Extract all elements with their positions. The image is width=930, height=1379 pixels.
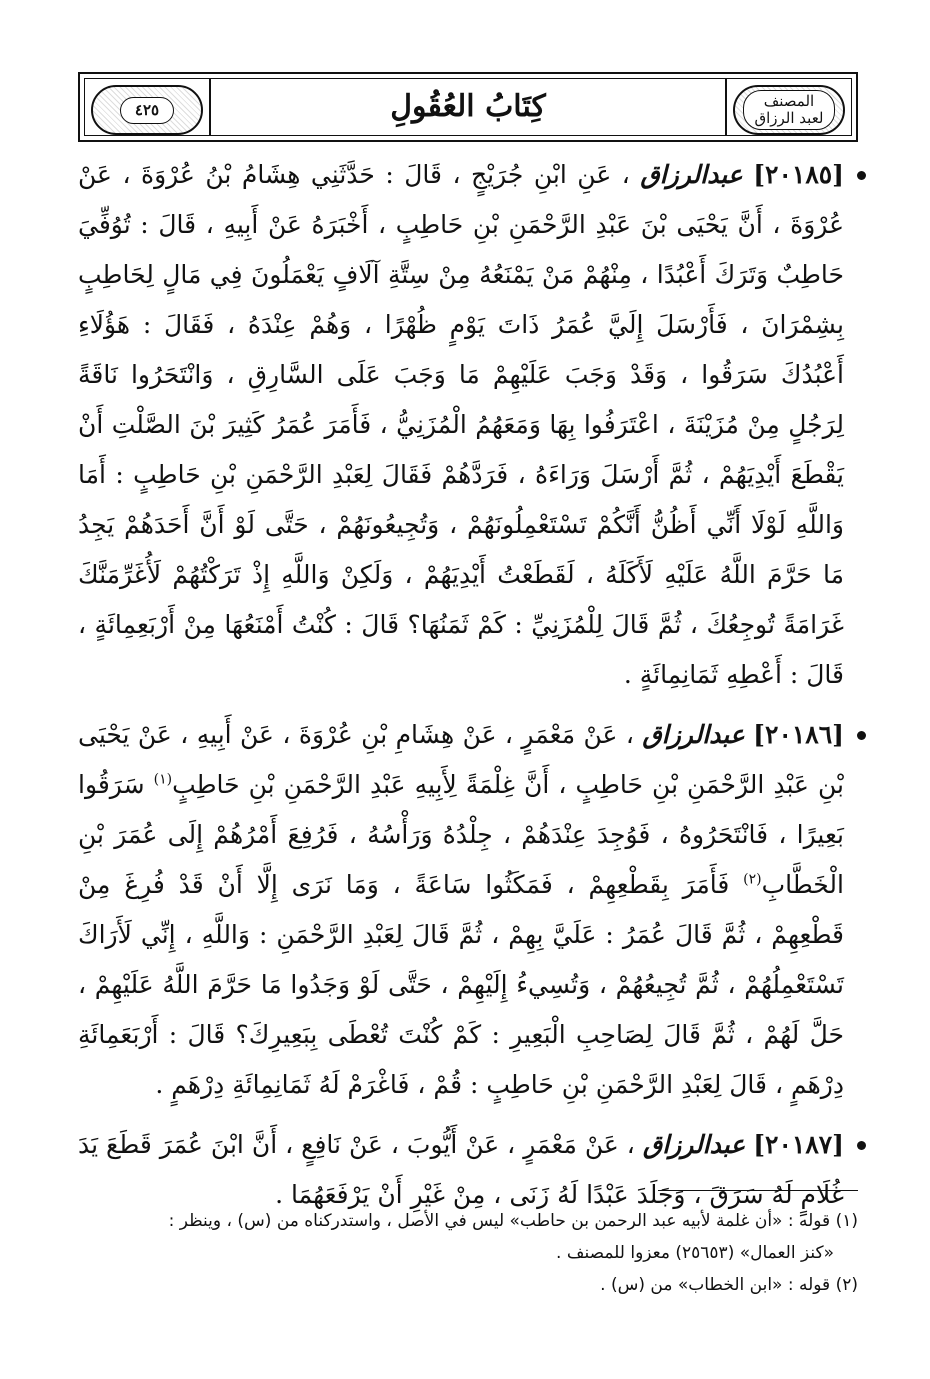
- bullet-icon: [857, 171, 866, 180]
- bullet-icon: [857, 731, 866, 740]
- hadith-entry-20186: [78, 710, 858, 1110]
- entry-text-part-3: فَأَمَرَ بِقَطْعِهِمْ ، فَمَكَثُوا سَاعَةً ، وَمَا نَرَى إِلَّا أَنْ قَدْ فُرِغَ مِنْ قَطْعِهِمْ ، ثُمَّ قَالَ عُمَرُ : عَلَيَّ بِهِمْ ، ثُمَّ قَالَ لِعَبْدِ الرَّحْمَنِ : وَاللَّهِ ، إِنِّي لَأَرَاكَ تَسْتَعْمِلُهُمْ ، ثُمَّ تُجِيعُهُمْ ، وَتُسِيءُ إِلَيْهِمْ ، حَتَّى لَوْ وَجَدُوا مَا حَرَّمَ اللَّهُ عَلَيْهِمْ ، حَلَّ لَهُمْ ، ثُمَّ قَالَ لِصَاحِبِ الْبَعِيرِ : كَمْ كُنْتَ تُعْطَى بِبَعِيرِكَ؟ قَالَ : أَرْبَعَمِائَةِ دِرْهَمٍ ، قَالَ لِعَبْدِ الرَّحْمَنِ بْنِ حَاطِبٍ : قُمْ ، فَاغْرَمْ لَهُ ثَمَانِمِائَةِ دِرْهَمٍ .: [78, 870, 844, 1099]
- footnote-divider: [658, 1190, 858, 1191]
- bullet-icon: [857, 1141, 866, 1150]
- footnote-1-continued: «كنز العمال» (٢٥٦٥٣) معزوا للمصنف .: [556, 1243, 834, 1263]
- logo-line-2: لعبد الرزاق: [754, 109, 824, 127]
- header-title-band: [209, 79, 727, 135]
- entry-text-part-1: ، عَنْ مَعْمَرٍ ، عَنْ هِشَامِ بْنِ عُرْوَةَ ، عَنْ أَبِيهِ ، عَنْ يَحْيَى بْنِ عَبْدِ الرَّحْمَنِ بْنِ حَاطِبٍ ، أَنَّ غِلْمَةً لِأَبِيهِ عَبْدِ الرَّحْمَنِ بْنِ حَاطِبٍ: [78, 720, 844, 799]
- logo-line-1: المصنف: [763, 92, 815, 110]
- footnote-marker-2[interactable]: (٢): [743, 871, 762, 888]
- logo-text: [743, 90, 834, 130]
- entry-number: [٢٠١٨٥]: [753, 160, 845, 189]
- footnote-marker-1[interactable]: (١): [153, 771, 173, 788]
- entry-text: ، عَنْ مَعْمَرٍ ، عَنْ أَيُّوبَ ، عَنْ نَافِعٍ ، أَنَّ ابْنَ عُمَرَ قَطَعَ يَدَ غُلَامٍ لَهُ سَرَقَ ، وَجَلَدَ عَبْدًا لَهُ زَنَى ، مِنْ غَيْرِ أَنْ يَرْفَعَهُمَا .: [78, 1130, 844, 1209]
- entry-number: [٢٠١٨٦]: [753, 720, 844, 749]
- hadith-entry-20185: [78, 150, 858, 700]
- page-header: [78, 72, 858, 142]
- entry-number: [٢٠١٨٧]: [753, 1130, 845, 1159]
- footnotes: [78, 1205, 858, 1301]
- footnote-2: (٢) قوله : «ابن الخطاب» من (س) .: [600, 1275, 858, 1295]
- publisher-logo: [733, 85, 845, 135]
- page-number: ٤٢٥: [120, 97, 174, 124]
- main-text: [78, 150, 858, 1230]
- entry-author: عبدالرزاق: [642, 720, 745, 749]
- page-number-cartouche: [91, 85, 203, 135]
- entry-text-part-2: سَرَقُوا بَعِيرًا ، فَانْتَحَرُوهُ ، فَوُجِدَ عِنْدَهُمْ ، جِلْدُهُ وَرَأْسُهُ ، فَرُفِعَ أَمْرُهُمْ إِلَى عُمَرَ بْنِ الْخَطَّابِ: [78, 770, 844, 899]
- entry-author: عبدالرزاق: [642, 1130, 746, 1159]
- entry-author: عبدالرزاق: [640, 160, 743, 189]
- header-inner-border: [84, 78, 852, 136]
- entry-text: ، عَنِ ابْنِ جُرَيْجٍ ، قَالَ : حَدَّثَنِي هِشَامُ بْنُ عُرْوَةَ ، عَنْ عُرْوَةَ ، أَنَّ يَحْيَى بْنَ عَبْدِ الرَّحْمَنِ بْنِ حَاطِبٍ ، أَخْبَرَهُ عَنْ أَبِيهِ ، قَالَ : تُوُفِّيَ حَاطِبٌ وَتَرَكَ أَعْبُدًا ، مِنْهُمْ مَنْ يَمْنَعُهُ مِنْ سِتَّةِ آلَافٍ يَعْمَلُونَ فِي مَالٍ لِحَاطِبٍ بِشِمْرَانَ ، فَأَرْسَلَ إِلَيَّ عُمَرُ ذَاتَ يَوْمٍ ظُهْرًا ، وَهُمْ عِنْدَهُ ، فَقَالَ : هَؤُلَاءِ أَعْبُدُكَ سَرَقُوا ، وَقَدْ وَجَبَ عَلَيْهِمْ مَا وَجَبَ عَلَى السَّارِقِ ، وَانْتَحَرُوا نَاقَةً لِرَجُلٍ مِنْ مُزَيْنَةَ ، اعْتَرَفُوا بِهَا وَمَعَهُمُ الْمُزَنِيُّ ، فَأَمَرَ عُمَرُ كَثِيرَ بْنَ الصَّلْتِ أَنْ يَقْطَعَ أَيْدِيَهُمْ ، ثُمَّ أَرْسَلَ وَرَاءَهُ ، فَرَدَّهُمْ فَقَالَ لِعَبْدِ الرَّحْمَنِ بْنِ حَاطِبٍ : أَمَا وَاللَّهِ لَوْلَا أَنِّي أَظُنُّ أَنَّكُمْ تَسْتَعْمِلُونَهُمْ ، وَتُجِيعُونَهُمْ ، حَتَّى لَوْ أَنَّ أَحَدَهُمْ يَجِدُ مَا حَرَّمَ اللَّهُ عَلَيْهِ لَأَكَلَهُ ، لَقَطَعْتُ أَيْدِيَهُمْ ، وَلَكِنْ وَاللَّهِ إِذْ تَرَكْتُهُمْ لَأُغَرِّمَنَّكَ غَرَامَةً تُوجِعُكَ ، ثُمَّ قَالَ لِلْمُزَنِيِّ : كَمْ ثَمَنُهَا؟ قَالَ : كُنْتُ أَمْنَعُهَا مِنْ أَرْبَعِمِائَةٍ ، قَالَ : أَعْطِهِ ثَمَانِمِائَةٍ .: [78, 160, 844, 689]
- book-title: كِتَابُ العُقُولِ: [390, 89, 546, 124]
- footnote-1: (١) قوله : «أن غلمة لأبيه عبد الرحمن بن حاطب» ليس في الأصل ، واستدركناه من (س) ، وينظر :: [168, 1211, 858, 1231]
